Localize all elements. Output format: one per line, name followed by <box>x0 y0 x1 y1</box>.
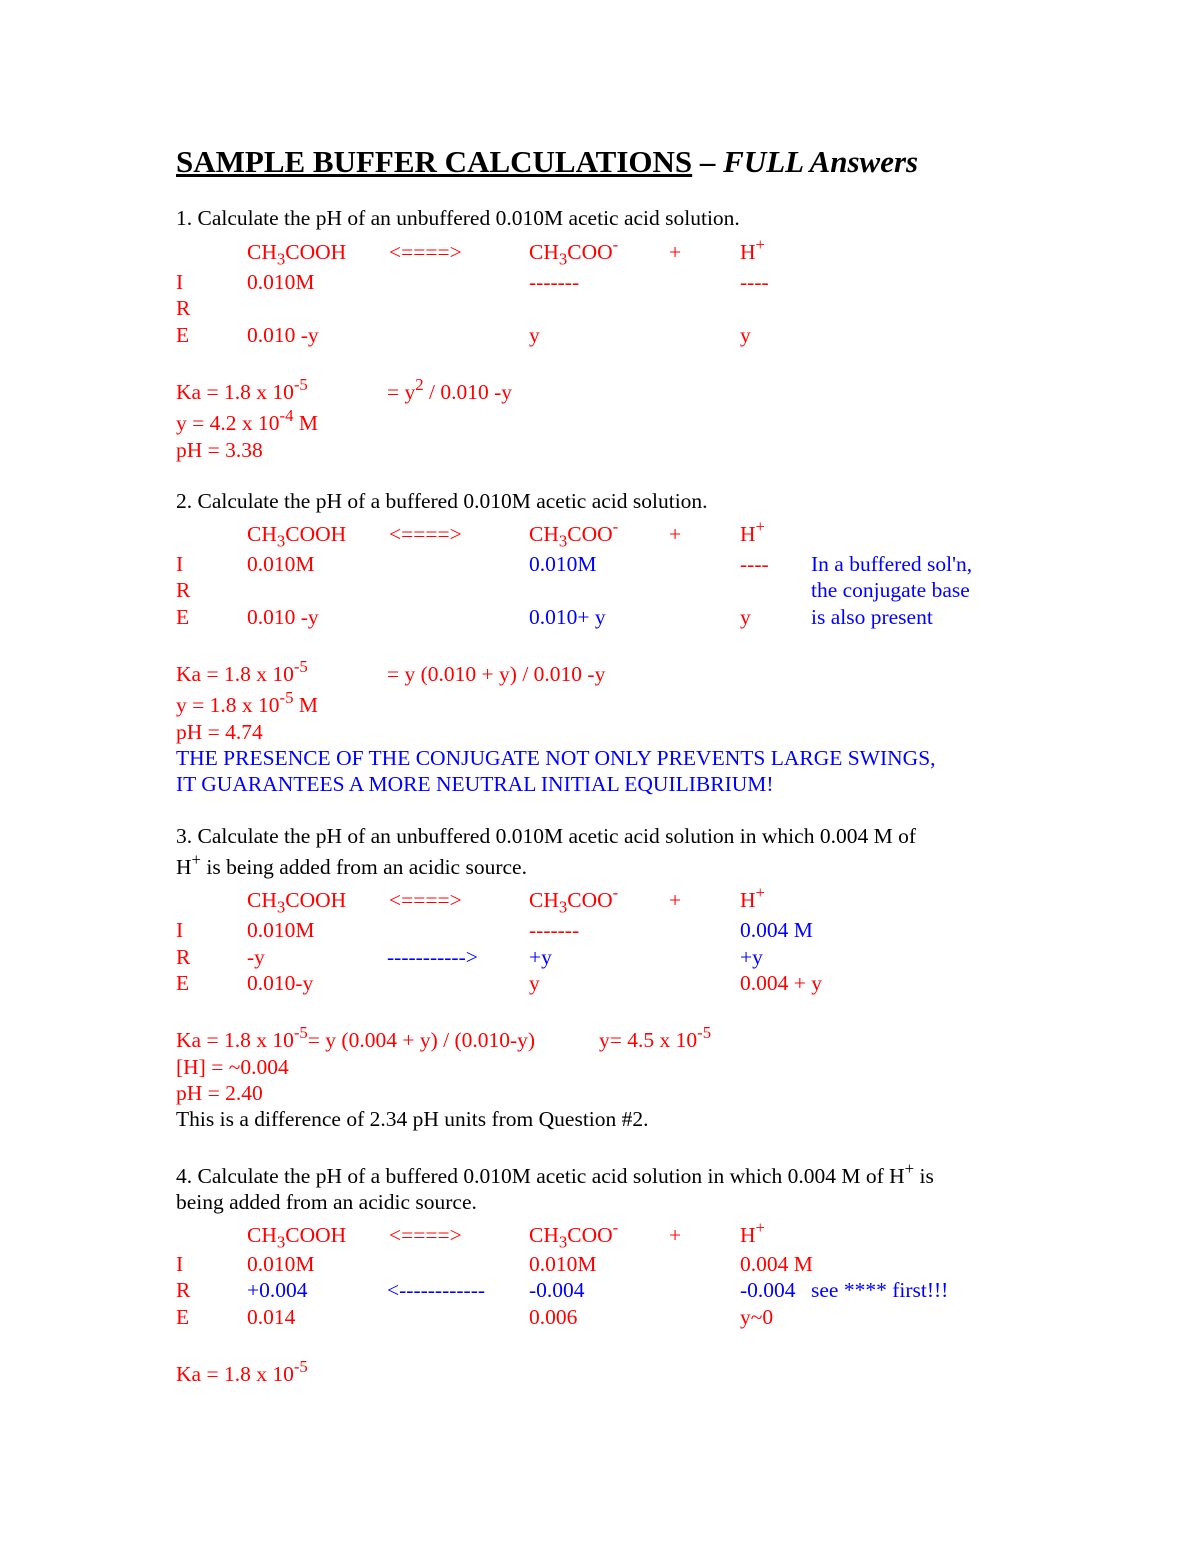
q2-e-acid: 0.010 -y <box>247 605 319 629</box>
q4-header-base: $CH_3COO^-$ <box>529 1218 619 1252</box>
q4-e-base: 0.006 <box>529 1305 578 1329</box>
q2-y-value: y = 1.8 x $10^{-5}$ M <box>176 688 318 717</box>
q3-header-acid: $CH_3COOH$ <box>247 888 347 917</box>
q2-header-arrow: <====> <box>389 522 462 546</box>
q4-header-acid: $CH_3COOH$ <box>247 1223 347 1252</box>
q4-r-acid: +0.004 <box>247 1278 308 1302</box>
q3-prompt-line1: 3. Calculate the pH of an unbuffered 0.010M acetic acid solution in which 0.004 M of <box>176 824 916 848</box>
q3-i-h: 0.004 M <box>740 918 813 942</box>
q4-label-i: I <box>176 1252 184 1276</box>
q2-i-base: 0.010M <box>529 552 597 576</box>
q2-caps-line2: IT GUARANTEES A MORE NEUTRAL INITIAL EQUILIBRIUM! <box>176 772 774 796</box>
q4-r-arrow: <------------ <box>387 1278 486 1302</box>
q2-label-i: I <box>176 552 184 576</box>
q4-header-arrow: <====> <box>389 1223 462 1247</box>
q1-prompt: 1. Calculate the pH of an unbuffered 0.010M acetic acid solution. <box>176 206 740 230</box>
q4-i-acid: 0.010M <box>247 1252 315 1276</box>
q3-label-i: I <box>176 918 184 942</box>
q3-r-base: +y <box>529 945 552 969</box>
q4-e-acid: 0.014 <box>247 1305 296 1329</box>
q2-header-base: $CH_3COO^-$ <box>529 517 619 551</box>
q4-r-note: see **** first!!! <box>811 1278 949 1302</box>
q4-label-r: R <box>176 1278 191 1302</box>
q3-header-arrow: <====> <box>389 888 462 912</box>
q1-equation: = $y^2 / 0.010$ -y <box>387 375 513 404</box>
page-title <box>176 146 918 177</box>
q2-header-acid: $CH_3COOH$ <box>247 522 347 551</box>
q4-i-h: 0.004 M <box>740 1252 813 1276</box>
q2-label-r: R <box>176 578 191 602</box>
q3-y-value: y= 4.5 x $10^{-5}$ <box>599 1023 712 1052</box>
q4-prompt-line2: being added from an acidic source. <box>176 1190 477 1214</box>
title-sub: FULL Answers <box>723 144 919 179</box>
q1-header-base: $CH_3COO^-$ <box>529 235 619 269</box>
q2-note-line1: In a buffered sol'n, <box>811 552 973 576</box>
q3-label-e: E <box>176 971 190 995</box>
q1-y-value: y = 4.2 x $10^{-4}$ M <box>176 406 318 435</box>
q2-label-e: E <box>176 605 190 629</box>
q4-r-base: -0.004 <box>529 1278 585 1302</box>
q3-r-acid: -y <box>247 945 265 969</box>
title-dash: – <box>692 144 724 179</box>
q3-e-base: y <box>529 971 540 995</box>
q4-header-plus: + <box>669 1223 682 1247</box>
q2-prompt: 2. Calculate the pH of a buffered 0.010M acetic acid solution. <box>176 489 708 513</box>
q4-ka: Ka = 1.8 x $10^{-5}$ <box>176 1357 308 1386</box>
q2-caps-line1: THE PRESENCE OF THE CONJUGATE NOT ONLY PREVENTS LARGE SWINGS, <box>176 746 936 770</box>
q3-ph: pH = 2.40 <box>176 1081 263 1105</box>
q1-label-r: R <box>176 296 191 320</box>
q3-header-h: H+ <box>740 883 765 912</box>
q3-ka-equation: Ka = 1.8 x $10^{-5}= y$ (0.004 + y) / (0.010-y) <box>176 1023 536 1052</box>
q2-header-h: H+ <box>740 517 765 546</box>
title-main: SAMPLE BUFFER CALCULATIONS <box>176 144 693 179</box>
q3-e-h: 0.004 + y <box>740 971 823 995</box>
q1-e-base: y <box>529 323 540 347</box>
q2-e-h: y <box>740 605 751 629</box>
q4-r-h: -0.004 <box>740 1278 796 1302</box>
q1-ka: Ka = 1.8 x $10^{-5}$ <box>176 375 308 404</box>
q4-header-h: H+ <box>740 1218 765 1247</box>
q1-label-e: E <box>176 323 190 347</box>
q2-i-h: ---- <box>740 552 769 576</box>
q1-label-i: I <box>176 270 184 294</box>
q3-i-base: ------- <box>529 918 580 942</box>
q3-r-arrow: -----------> <box>387 945 478 969</box>
q1-header-h: H+ <box>740 235 765 264</box>
q3-difference: This is a difference of 2.34 pH units from Question #2. <box>176 1107 649 1131</box>
q1-header-arrow: <====> <box>389 240 462 264</box>
q4-i-base: 0.010M <box>529 1252 597 1276</box>
q1-e-h: y <box>740 323 751 347</box>
q3-header-base: $CH_3COO^-$ <box>529 883 619 917</box>
q3-e-acid: 0.010-y <box>247 971 314 995</box>
q1-header-plus: + <box>669 240 682 264</box>
q2-i-acid: 0.010M <box>247 552 315 576</box>
q3-i-acid: 0.010M <box>247 918 315 942</box>
q4-e-h: y~0 <box>740 1305 774 1329</box>
q2-note-line3: is also present <box>811 605 933 629</box>
q3-header-plus: + <box>669 888 682 912</box>
q1-ph: pH = 3.38 <box>176 438 263 462</box>
q4-prompt-line1: 4. Calculate the pH of a buffered 0.010M acetic acid solution in which 0.004 M of H+ is <box>176 1159 934 1188</box>
q2-ph: pH = 4.74 <box>176 720 263 744</box>
q1-i-h: ---- <box>740 270 769 294</box>
q4-label-e: E <box>176 1305 190 1329</box>
q1-header-acid: $CH_3COOH$ <box>247 240 347 269</box>
q1-i-base: ------- <box>529 270 580 294</box>
q3-label-r: R <box>176 945 191 969</box>
q3-prompt-line2: H+ is being added from an acidic source. <box>176 850 527 879</box>
q1-e-acid: 0.010 -y <box>247 323 319 347</box>
q1-i-acid: 0.010M <box>247 270 315 294</box>
q2-e-base: 0.010+ y <box>529 605 606 629</box>
q2-ka: Ka = 1.8 x $10^{-5}$ <box>176 657 308 686</box>
q3-r-h: +y <box>740 945 763 969</box>
q2-header-plus: + <box>669 522 682 546</box>
q2-note-line2: the conjugate base <box>811 578 970 602</box>
q2-equation: = y (0.010 + y) / 0.010 -y <box>387 662 606 686</box>
q3-h-conc: [H] = ~0.004 <box>176 1055 289 1079</box>
